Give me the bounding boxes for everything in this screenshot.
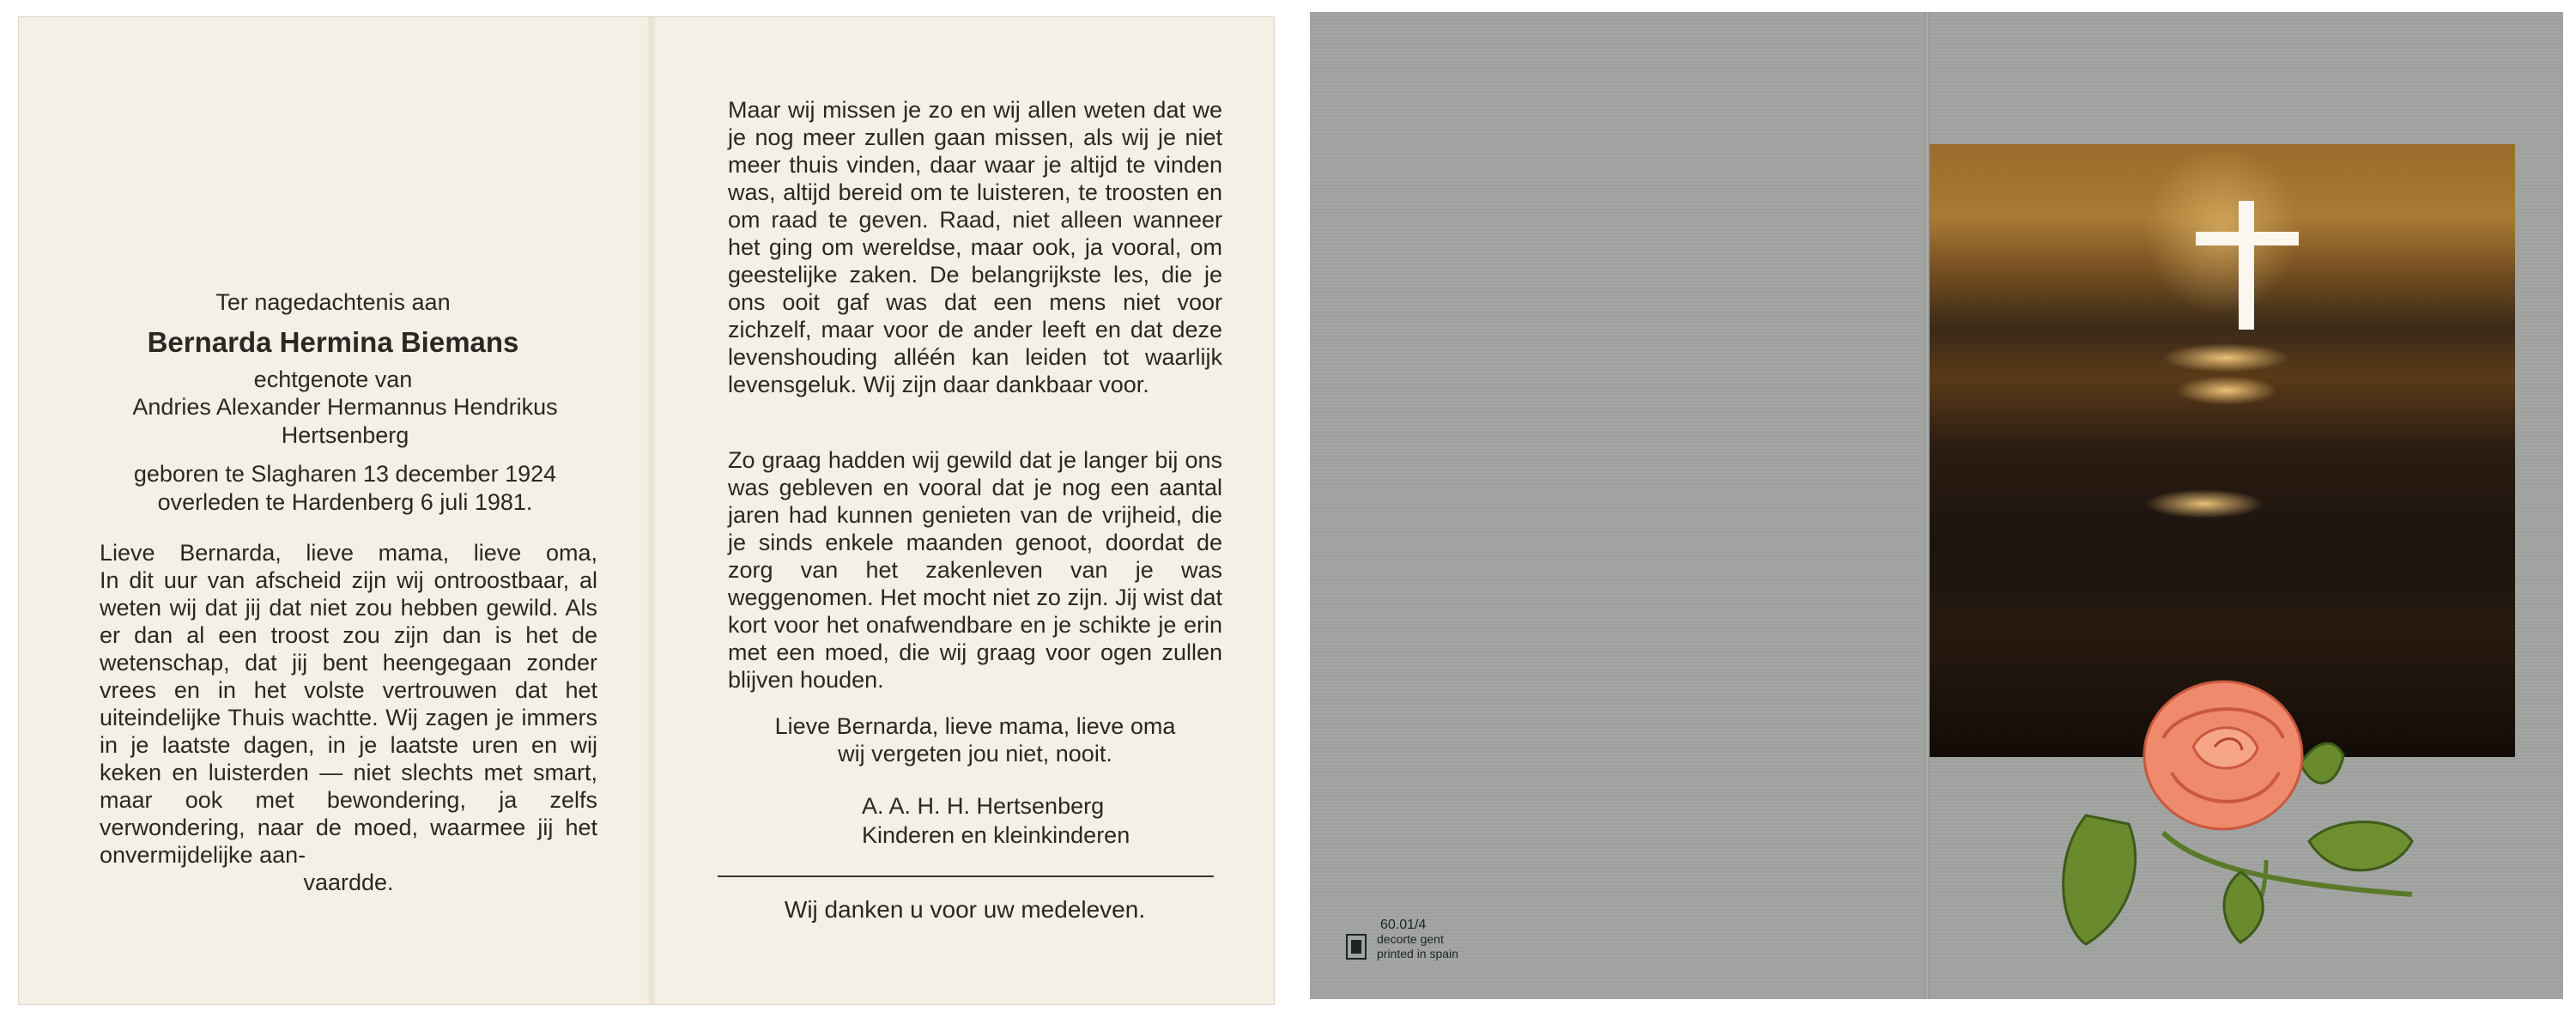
death-line: overleden te Hardenberg 6 juli 1981. (157, 489, 533, 515)
spouse-surname-line: Hertsenberg (281, 422, 409, 448)
closing-line: wij vergeten jou niet, nooit. (838, 741, 1112, 766)
signature-family: Kinderen en kleinkinderen (862, 822, 1130, 848)
sun-reflection (2144, 489, 2264, 518)
farewell-greeting: Lieve Bernarda, lieve mama, lieve oma, (100, 540, 597, 566)
spouse-name (105, 393, 585, 450)
sunset-sea-photo (1930, 144, 2515, 757)
tribute-paragraph-1: Maar wij missen je zo en wij allen weten dat we je nog meer zullen gaan missen, als wij je niet meer thuis vinden, daar waar je altijd te vinden was, altijd bereid om te luisteren, te troosten en om raad te geven. Raad, niet alleen wanneer het ging om wereldse, maar ook, ja vooral, om geestelijke zaken. De belangrijkste les, die je ons ooit gaf was dat een mens niet voor zichzelf, maar voor de ander leeft en dat deze levenshouding alléén kan leiden tot waarlijk levensgeluk. Wij zijn daar dankbaar voor. (728, 97, 1222, 397)
divider (718, 876, 1214, 877)
printer-origin: printed in spain (1377, 947, 1458, 960)
signature-block (862, 791, 1130, 850)
closing-lines (719, 712, 1231, 767)
inside-left-panel (19, 17, 647, 1004)
signature-names: A. A. H. H. Hertsenberg (862, 793, 1105, 819)
printer-logo-icon (1346, 934, 1367, 960)
deceased-name: Bernarda Hermina Biemans (147, 326, 519, 358)
memorial-card-inside (19, 17, 1274, 1004)
thanks-line: Wij danken u voor uw medeleven. (784, 896, 1146, 923)
inside-right-panel (656, 17, 1274, 1004)
printer-name: decorte gent (1377, 932, 1444, 946)
in-memory-heading: Ter nagedachtenis aan (215, 289, 451, 315)
printer-code: 60.01/4 (1380, 918, 1427, 932)
printer-imprint (1377, 932, 1458, 961)
sun-reflection (2161, 343, 2290, 373)
farewell-text (100, 539, 597, 896)
farewell-paragraph-end: vaardde. (303, 869, 394, 895)
rose-icon (2052, 670, 2446, 961)
spouse-name-line: Andries Alexander Hermannus Hendrikus (132, 394, 558, 420)
tribute-paragraph-2: Zo graag hadden wij gewild dat je langer bij ons was gebleven en vooral dat je nog een aantal jaren had kunnen genieten van de vrijheid, die je sinds enkele maanden genoot, doordat de zorg van het zakenleven van je was weggenomen. Het mocht niet zo zijn. Jij wist dat kort voor het onafwendbare en je schikte je erin met een moed, die wij graag voor ogen zullen blijven houden. (728, 447, 1222, 693)
card-fold (647, 17, 656, 1004)
memorial-card-cover (1310, 12, 2563, 999)
birth-line: geboren te Slagharen 13 december 1924 (133, 461, 557, 487)
life-dates (105, 460, 585, 517)
farewell-paragraph: In dit uur van afscheid zijn wij ontroostbaar, al weten wij dat jij dat niet zou hebben gewild. Als er dan al een troost zou zijn dan is het de wetenschap, dat jij bent heengegaan zonder vrees en in het volste vertrouwen dat het uiteindelijke Thuis wachtte. Wij zagen je immers in je laatste dagen, in je laatste uren en wij keken en luisterden — niet slechts met smart, maar ook met bewondering, ja zelfs verwondering, naar de moed, waarmee jij het onvermijdelijke aan- (100, 567, 597, 868)
closing-line: Lieve Bernarda, lieve mama, lieve oma (774, 713, 1176, 739)
cross-icon (2196, 201, 2299, 330)
spouse-label: echtgenote van (253, 367, 413, 392)
sun-reflection (2175, 376, 2278, 405)
